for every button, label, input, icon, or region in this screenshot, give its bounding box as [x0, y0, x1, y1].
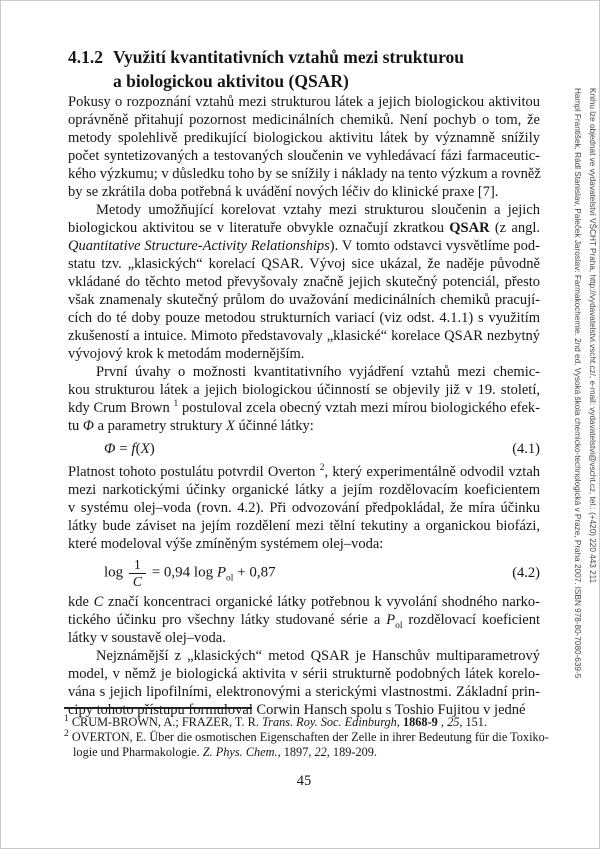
section-title-line-1: Využití kvantitativních vztahů mezi strukturou	[113, 47, 464, 67]
text-line: kého výzkumu; v důsledku toho by se snížily i náklady na tento výzkum a rovněž	[68, 166, 541, 182]
equation-content: log $\frac{1}{C}$ = 0,94 $\log P_{ol} + 0,87$	[104, 557, 276, 589]
text-line: cích do té doby pouze metodou strukturních variací (viz odst. 4.1.1) s využitím	[68, 310, 540, 326]
footnote-separator	[64, 707, 252, 709]
text-line: které modeloval výše zmíněným systémem olej–voda:	[68, 536, 384, 552]
text-line: zkušeností a intuice. Mimoto představovaly „klasické“ korelace QSAR nezbytný	[68, 328, 540, 344]
section-heading	[68, 45, 540, 93]
text-line: tického účinku pro všechny látky studované série a $P_{ol}$ rozdělovací koeficient	[68, 612, 540, 631]
text-line: metody spolehlivě predikující biologickou aktivitu látek by významně snížily	[68, 130, 540, 146]
paragraph	[68, 93, 540, 201]
text-line: Quantitative Structure-Activity Relationships). V tomto odstavci vysvětlíme pod-	[68, 238, 541, 254]
equation-label: (4.2)	[512, 564, 540, 581]
text-line: látky v soustavě olej–voda.	[68, 630, 226, 647]
text-line: oprávněně přitahují pozornost medicinálních chemiků. Není pochyb o tom, že	[68, 112, 540, 128]
text-line: by se zkrátila doba potřebná k uvádění nových léčiv do klinické praxe [7].	[68, 184, 499, 200]
text-line: Metody umožňující korelovat vztahy mezi strukturou sloučenin a jejich	[96, 202, 540, 218]
paragraph	[68, 593, 540, 647]
text-line: biologickou aktivitou se v literatuře obvykle označují zkratkou QSAR (z angl.	[68, 220, 540, 236]
paragraph	[68, 463, 540, 553]
text-line: vkládané do těchto metod převyšovaly značně jejich skutečný potenciál, přesto	[68, 274, 540, 290]
equation-content: Φ = f(X)	[104, 441, 155, 457]
text-line: Nejznámější z „klasických“ metod QSAR je Hanschův multiparametrový	[96, 648, 540, 665]
text-line: v systému olej–voda (rovn. 4.2). Při odvozování předpokládal, že míra účinku	[68, 500, 540, 516]
section-title	[113, 45, 540, 93]
text-line: tu Φ a parametry struktury X účinné látky:	[68, 418, 314, 434]
page-content	[68, 45, 540, 719]
text-line: statu tzv. „klasických“ korelací QSAR. Vývoj sice ukázal, že naděje původně	[68, 256, 540, 272]
text-line: $^2$ OVERTON, E. Über die osmotischen Eigenschaften der Zelle in ihrer Bedeutung für die Toxiko-	[64, 728, 549, 744]
text-line: kde C značí koncentraci organické látky potřebnou k vyvolání shodného narko-	[68, 594, 541, 611]
text-line: První úvahy o možnosti kvantitativního vyjádření vztahů mezi chemic-	[96, 364, 540, 380]
text-line: cipy tohoto přístupu formuloval Corwin Hansch spolu s Toshio Fujitou v jedné	[68, 702, 526, 719]
paragraph	[68, 201, 540, 363]
page-number: 45	[296, 773, 312, 789]
text-line: $^1$ CRUM-BROWN, A.; FRAZER, T. R. Trans. Roy. Soc. Edinburgh, 1868-9 , 25, 151.	[64, 713, 488, 729]
text-line: mezi narkotickými účinky organické látky a jejím rozdělovacím koeficientem	[68, 482, 540, 498]
equation-label: (4.1)	[512, 441, 540, 457]
paragraph	[68, 363, 540, 435]
sidebar-order-info-line: Knihu lze objednat ve vydavatelství VŠCHT Praha, http://vydavatelstvi.vscht.cz/, e-mail: vydavatelstvi@vscht.cz, tel.: (+420) 220 443 211	[588, 88, 597, 584]
body-text	[68, 93, 540, 719]
text-line: vývojový krok k metodám modernějším.	[68, 346, 305, 362]
section-number: 4.1.2	[68, 47, 103, 67]
text-line: Platnost tohoto postulátu potvrdil Overton $^2$, který experimentálně odvodil vztah	[68, 463, 540, 480]
equation-row-4.2	[68, 557, 540, 589]
equation-row-4.1	[68, 440, 540, 458]
text-line: model, v němž je biologická aktivita v sérii strukturně podobných látek korelo-	[68, 666, 540, 683]
text-line: však znamenaly skutečný průlom do uvažování medicinálních chemiků pracují-	[68, 292, 540, 308]
footnote	[64, 728, 549, 760]
footnotes	[64, 713, 549, 759]
sidebar-citation-line: Hampl František, Rádl Stanislav, Paleček Jaroslav: Farmakochemie. 2nd ed. Vysoká škola chemicko-technologická v Praze, Praha 2007. ISBN 978-80-7080-639-5	[573, 88, 582, 679]
text-line: Pokusy o rozpoznání vztahů mezi strukturou látek a jejich biologickou aktivitou	[68, 94, 540, 110]
section-title-line-2: a biologickou aktivitou (QSAR)	[113, 71, 349, 91]
text-line: vána s jejich lipofilními, elektronovými a sterickými vlastnostmi. Základní prin-	[68, 684, 540, 701]
text-line: kdy Crum Brown $^1$ postuloval zcela obecný vztah mezi mírou biologického efek-	[68, 399, 540, 416]
text-line: látky bude záviset na jejím rozdělení mezi tělní tekutiny a organickou biofázi,	[68, 518, 540, 534]
fraction: $\frac{1}{C}$	[129, 557, 146, 589]
text-line: logie und Pharmakologie. Z. Phys. Chem., 1897, 22, 189-209.	[73, 744, 377, 759]
text-line: počet syntetizovaných a testovaných sloučenin ve vyhledávací fázi farmaceutic-	[68, 148, 540, 164]
footnote-block	[64, 707, 549, 759]
text-line: kou strukturou látek a jejich biologickou účinností se objevily již v 19. století,	[68, 382, 540, 398]
footnote	[64, 715, 542, 730]
